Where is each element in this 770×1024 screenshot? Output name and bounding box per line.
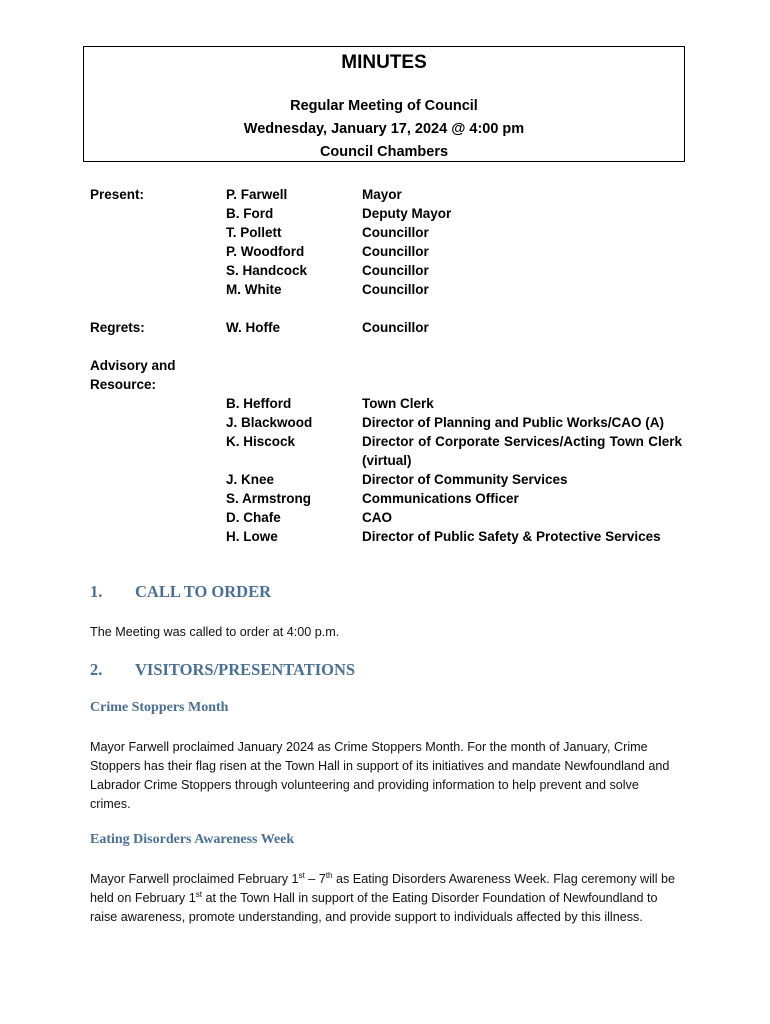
attendee-name: W. Hoffe (226, 320, 280, 335)
section-number: 2. (90, 660, 103, 679)
attendee-row (90, 261, 690, 280)
attendee-title: Mayor (362, 187, 402, 202)
attendee-name: P. Farwell (226, 187, 288, 202)
staff-row (90, 394, 690, 413)
staff-title: Director of Planning and Public Works/CAO (A) (362, 415, 665, 430)
staff-title: Town Clerk (362, 396, 434, 411)
meeting-location: Council Chambers (319, 144, 449, 160)
attendee-name: S. Handcock (226, 263, 308, 278)
staff-title: CAO (362, 510, 392, 525)
attendee-title: Councillor (362, 225, 429, 240)
staff-name: S. Armstrong (226, 491, 312, 506)
paragraph-text: as Eating Disorders Awareness Week. Flag ceremony will be held on February 1 (90, 872, 676, 905)
paragraph-text: Mayor Farwell proclaimed February 1 (90, 872, 299, 886)
staff-row (90, 413, 690, 432)
attendee-name: P. Woodford (226, 244, 305, 259)
ordinal-suffix: st (298, 870, 305, 880)
attendee-name: B. Ford (226, 206, 274, 221)
attendee-title: Deputy Mayor (362, 206, 452, 221)
attendee-row (90, 280, 690, 299)
attendee-row (90, 185, 690, 204)
staff-row (90, 489, 690, 508)
crime-stoppers-paragraph: Mayor Farwell proclaimed January 2024 as Crime Stoppers Month. For the month of January, Crime Stoppers has their flag risen at the Town Hall in support of its initiatives and mandate Newfoundland and Labrador Crime Stoppers through volunteering and providing information to help prevent and solve crimes. (90, 740, 670, 811)
call-to-order-text: The Meeting was called to order at 4:00 p.m. (90, 625, 340, 639)
section-title: VISITORS/PRESENTATIONS (135, 660, 356, 679)
ordinal-suffix: st (195, 889, 202, 899)
section-title: CALL TO ORDER (135, 582, 272, 601)
regrets-row (90, 318, 690, 337)
staff-row (90, 508, 690, 527)
attendee-row (90, 204, 690, 223)
advisory-label: Advisory and (90, 358, 176, 373)
attendee-title: Councillor (362, 320, 429, 335)
staff-name: B. Hefford (226, 396, 292, 411)
staff-title: Director of Community Services (362, 472, 568, 487)
staff-name: J. Blackwood (226, 415, 313, 430)
staff-row (90, 432, 690, 470)
paragraph-text: – 7 (304, 872, 326, 886)
present-label: Present: (90, 187, 145, 202)
ordinal-suffix: th (325, 870, 333, 880)
attendee-name: T. Pollett (226, 225, 282, 240)
resource-label: Resource: (90, 377, 157, 392)
staff-row (90, 527, 690, 546)
staff-title: Director of Corporate Services/Acting Town Clerk (virtual) (362, 434, 682, 468)
regrets-label: Regrets: (90, 320, 145, 335)
staff-name: J. Knee (226, 472, 275, 487)
advisory-label-row (90, 375, 690, 394)
staff-row (90, 470, 690, 489)
attendee-name: M. White (226, 282, 282, 297)
attendee-row (90, 242, 690, 261)
eating-disorders-paragraph (90, 870, 682, 927)
attendee-title: Councillor (362, 244, 429, 259)
meeting-date: Wednesday, January 17, 2024 @ 4:00 pm (243, 121, 525, 137)
paragraph-text: at the Town Hall in support of the Eating Disorder Foundation of Newfoundland to raise awareness, promote understanding, and provide support to individuals affected by this illness. (90, 891, 658, 924)
attendee-row (90, 223, 690, 242)
minutes-header-box (83, 46, 685, 162)
meeting-type: Regular Meeting of Council (290, 98, 478, 114)
spacer (90, 299, 690, 318)
crime-stoppers-heading: Crime Stoppers Month (90, 700, 229, 715)
staff-name: D. Chafe (226, 510, 281, 525)
staff-name: H. Lowe (226, 529, 278, 544)
attendee-title: Councillor (362, 263, 429, 278)
eating-disorders-heading: Eating Disorders Awareness Week (90, 832, 295, 847)
attendee-title: Councillor (362, 282, 429, 297)
section-number: 1. (90, 582, 103, 601)
staff-name: K. Hiscock (226, 434, 296, 449)
spacer (90, 337, 690, 356)
document-title: MINUTES (341, 52, 427, 73)
staff-title: Communications Officer (362, 491, 519, 506)
advisory-label-row (90, 356, 690, 375)
attendance-list (90, 185, 690, 546)
staff-title: Director of Public Safety & Protective Services (362, 529, 661, 544)
